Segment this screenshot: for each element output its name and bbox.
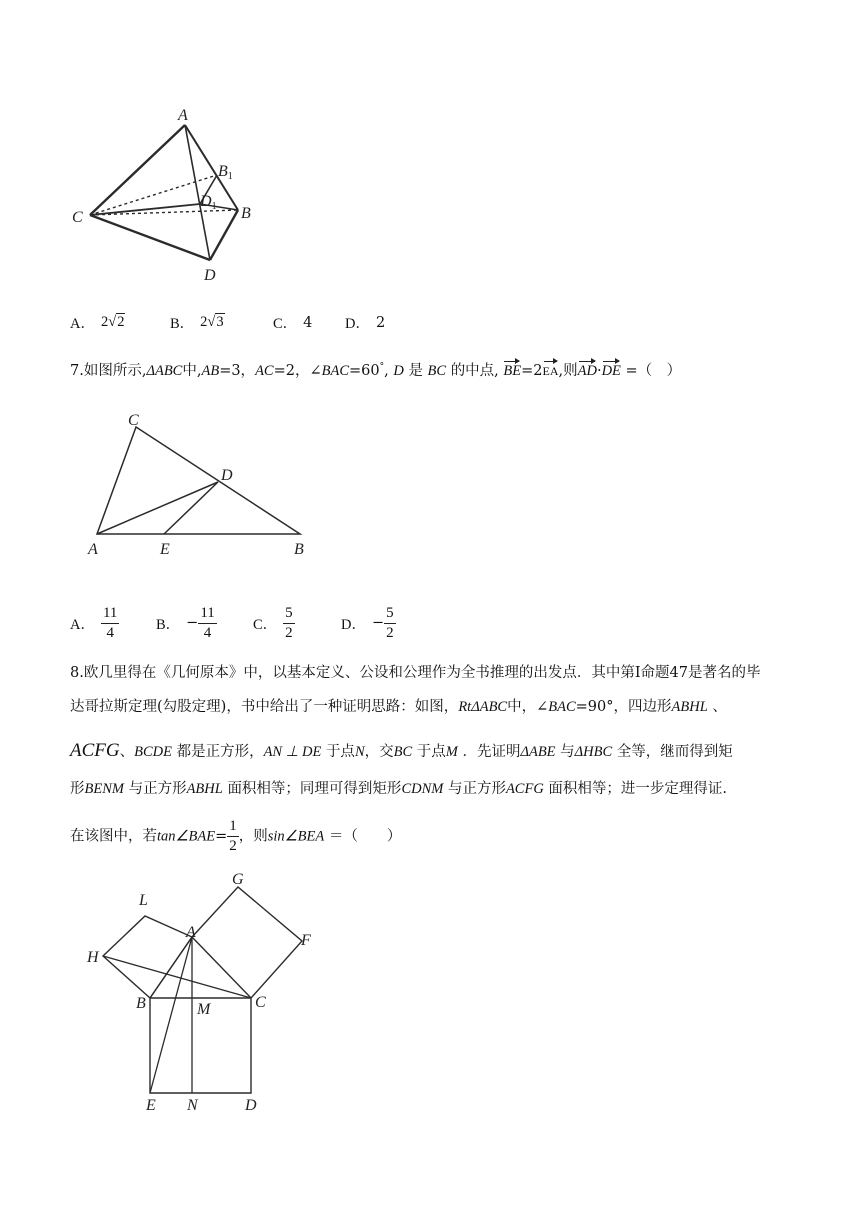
label-c: C xyxy=(255,994,266,1011)
q8-line-1: 8.欧几里得在《几何原本》中，以基本定义、公设和公理作为全书推理的出发点．其中第Ⅰ命题47是著名的毕 xyxy=(70,665,761,681)
label-a: A xyxy=(186,924,196,941)
label-c: C xyxy=(128,412,139,429)
edge-dc xyxy=(90,215,210,260)
label-c: C xyxy=(72,209,83,226)
q6-options xyxy=(70,312,470,334)
vector-ad: AD xyxy=(577,362,597,379)
q6-option-b[interactable]: B． 2√3 xyxy=(170,314,224,332)
q7-option-a-fraction: $\frac{11}{4}$ xyxy=(102,604,118,641)
segment-ae xyxy=(150,937,192,1093)
q7-options xyxy=(70,602,470,644)
label-l: L xyxy=(139,892,148,909)
segment-ba xyxy=(150,937,192,998)
label-d: D xyxy=(221,467,233,484)
label-h: H xyxy=(87,949,99,966)
q8-line-5: 在该图中，若tan∠BAE= $\frac{1}{2}$ ，则sin∠BEA ＝（ ） xyxy=(70,818,402,854)
q6-option-c[interactable]: C． 4 xyxy=(273,314,313,332)
label-f: F xyxy=(301,932,311,949)
label-n: N xyxy=(187,1097,198,1114)
vector-de: DE xyxy=(601,362,621,379)
q6-option-a[interactable]: A． 2√2 xyxy=(70,314,125,332)
vector-ea: EA xyxy=(543,361,559,381)
q8-line-2: 达哥拉斯定理(勾股定理)，书中给出了一种证明思路：如图，RtΔABC中，∠BAC=90°，四边形ABHL 、 xyxy=(70,699,727,715)
q7-option-b-fraction: $\frac{11}{4}$ xyxy=(200,604,215,641)
q6-option-a-value: 2√2 xyxy=(100,314,125,330)
q7-option-a[interactable]: A． $\frac{11}{4}$ xyxy=(70,604,118,641)
q8-line-3: ACFG、BCDE 都是正方形，AN ⊥ DE 于点N，交BC 于点M ．先证明ΔABE 与ΔHBC 全等，继而得到矩 xyxy=(70,740,733,761)
q7-option-c-fraction: $\frac{5}{2}$ xyxy=(285,604,293,641)
q7-option-c[interactable]: C． $\frac{5}{2}$ xyxy=(253,604,293,641)
label-m: M xyxy=(197,1001,211,1018)
q8-fraction-one-half: $\frac{1}{2}$ xyxy=(229,818,237,854)
q6-option-d-value: 2 xyxy=(375,314,386,331)
q7-stem: 7.如图所示,ΔABC中,AB=3，AC=2，∠BAC=60°, D 是 BC 的中点, BE=2EA,则AD·DE =（ ） xyxy=(70,362,682,379)
label-e: E xyxy=(160,541,170,558)
label-d1: D1 xyxy=(200,193,217,212)
label-d: D xyxy=(204,267,216,284)
label-g: G xyxy=(232,871,244,888)
q7-option-d[interactable]: D． − $\frac{5}{2}$ xyxy=(341,604,394,641)
q6-option-c-value: 4 xyxy=(303,314,313,331)
q6-option-d[interactable]: D． 2 xyxy=(345,314,386,332)
edge-bd xyxy=(210,210,238,260)
q8-figure xyxy=(70,870,330,1120)
segment-ad xyxy=(97,482,218,534)
edge-ca xyxy=(90,125,185,215)
q7-option-b[interactable]: B． − $\frac{11}{4}$ xyxy=(156,604,215,641)
label-b: B xyxy=(241,205,251,222)
label-d: D xyxy=(245,1097,257,1114)
square-acfg xyxy=(192,887,302,998)
q7-figure xyxy=(80,410,330,560)
q6-figure xyxy=(60,100,270,290)
q8-line-4: 形BENM 与正方形ABHL 面积相等；同理可得到矩形CDNM 与正方形ACFG 面积相等；进一步定理得证. xyxy=(70,781,728,797)
triangle-abc xyxy=(97,427,300,534)
vector-be: BE xyxy=(503,362,522,379)
label-b: B xyxy=(136,995,146,1012)
q7-option-d-fraction: $\frac{5}{2}$ xyxy=(386,604,394,641)
label-b: B xyxy=(294,541,304,558)
segment-de xyxy=(164,482,218,534)
label-a: A xyxy=(178,107,188,124)
label-b1: B1 xyxy=(218,163,233,182)
q6-option-b-value: 2√3 xyxy=(200,314,224,330)
label-e: E xyxy=(146,1097,156,1114)
label-a: A xyxy=(88,541,98,558)
